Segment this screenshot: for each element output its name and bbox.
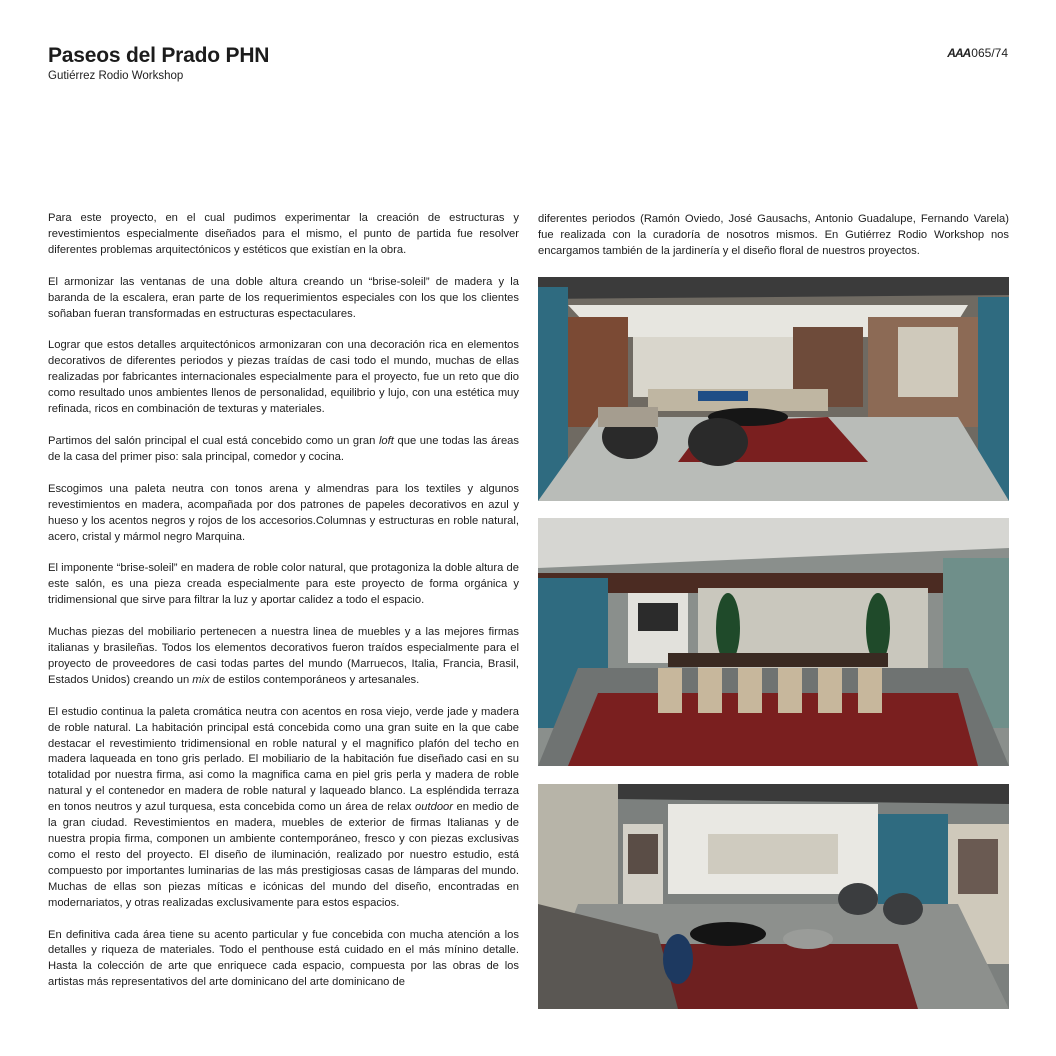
dining-room-render [538, 518, 1009, 766]
paragraph: En definitiva cada área tiene su acento particular y fue concebida con mucha atención a los detalles y riqueza de materiales. Todo el penthouse está cuidado en el más mínino detalle. Hasta la colección de arte que enriquece cada espacio, compuesta por las obras de los artistas más representativos del arte dominicano del arte dominicano de [48, 928, 519, 989]
paragraph: Lograr que estos detalles arquitectónicos armonizaran con una decoración rica en elementos decorativos de diferentes periodos y piezas traídas de casi todo el mundo, muchas de ellas realizadas por fabricantes internacionales especialmente para el proyecto, fue un reto que dio como resultado unos ambientes llenos de personalidad, equilibrio y lujo, con una estética muy refinada, ricos en combinación de texturas y materiales. [48, 339, 519, 416]
paragraph: El imponente “brise-soleil” en madera de roble color natural, que protagoniza la doble altura de este salón, es una pieza creada especialmente para este proyecto de forma orgánica y tridimensional que sirve para filtrar la luz y aportar calidez a todo el espacio. [48, 562, 519, 607]
body-text-right-column [538, 212, 1009, 276]
page-subtitle: Gutiérrez Rodio Workshop [48, 70, 184, 82]
body-text-left-column [48, 211, 519, 1007]
paragraph: Partimos del salón principal el cual está concebido como un gran loft que une todas las áreas de la casa del primer piso: sala principal, comedor y cocina. [48, 434, 519, 463]
paragraph: Muchas piezas del mobiliario pertenecen a nuestra linea de muebles y a las mejores firmas italianas y brasileñas. Todos los elementos decorativos fueron traídos especialmente para el proyecto de proveedores de casi todas partes del mundo (Marruecos, Italia, Francia, Brasil, Estados Unidos) creando un mix de estilos contemporáneos y artesanales. [48, 626, 519, 686]
paragraph: Escogimos una paleta neutra con tonos arena y almendras para los textiles y algunos revestimientos en madera, acompañada por dos patrones de papeles decorativos en azul y hueso y los acentos negros y rojos de los accesorios.Columnas y estructuras en roble natural, acero, cristal y mármol negro Marquina. [48, 482, 519, 543]
paragraph: diferentes periodos (Ramón Oviedo, José Gausachs, Antonio Guadalupe, Fernando Varela) fue realizada con la curadoría de nosotros mismos. En Gutiérrez Rodio Workshop nos encargamos también de la jardinería y el diseño floral de nuestros proyectos. [538, 213, 1009, 257]
magazine-logo: AAA [947, 46, 971, 60]
paragraph: Para este proyecto, en el cual pudimos experimentar la creación de estructuras y revestimientos especialmente diseñados para el mismo, el punto de partida fue resolver diferentes problemas arquitectónicos y estéticos que existían en la obra. [48, 212, 519, 256]
living-room-render [538, 277, 1009, 501]
page-number [947, 46, 1008, 60]
paragraph: El armonizar las ventanas de una doble altura creando un “brise-soleil” de madera y la baranda de la escalera, eran parte de los requerimientos especiales con los que los clientes soñaban fueran transformadas en estructuras espectaculares. [48, 275, 519, 320]
paragraph: El estudio continua la paleta cromática neutra con acentos en rosa viejo, verde jade y madera de roble natural. La habitación principal está concebida como una gran suite en la que cabe destacar el revestimiento tridimensional en roble natural y el magnifico plafón del techo en madera laqueada en tono gris perlado. El mobiliario de la habitación fue diseñado casi en su totalidad por nuestra firma, asi como la magnifica cama en piel gris perla y madera de roble natural y el contenedor en madera de roble natural y laqueado blanco. La espléndida terraza en tonos neutros y azul turquesa, esta concebida como un área de relax outdoor en medio de la gran ciudad. Revestimientos en madera, muebles de exterior de firmas Italianas y de nuestra propia firma, componen un ambiente contemporáneo, fresco y con piezas exclusivas como el resto del proyecto. El diseño de iluminación, realizado por nuestro estudio, está compuesto por importantes luminarias de las más prestigiosas casas de lámparas del mundo. Muchas de ellas son piezas míticas e icónicas del mundo del diseño, encontradas en modernariatos, y otras realizadas exclusivamente para estos espacios. [48, 705, 519, 909]
page-title: Paseos del Prado PHN [48, 44, 270, 67]
lounge-render [538, 784, 1009, 1009]
page-number-text: 065/74 [971, 46, 1008, 60]
